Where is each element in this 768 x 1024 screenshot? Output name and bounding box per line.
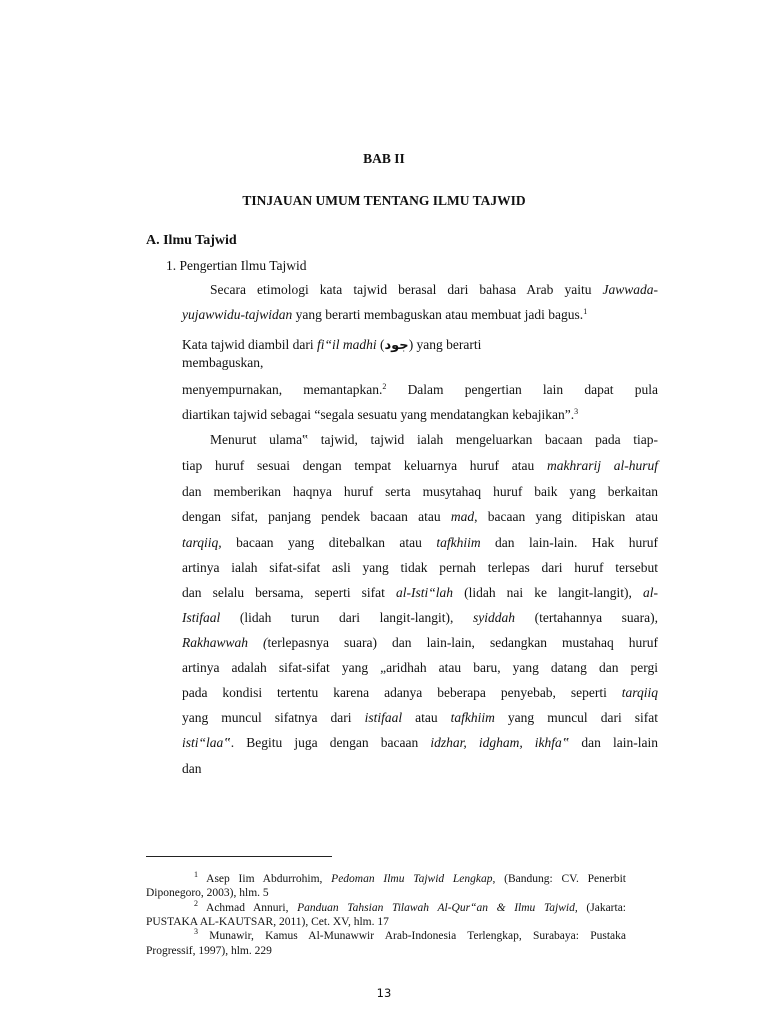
- paragraph-line: isti“laa‟. Begitu juga dengan bacaan idzhar, idgham, ikhfa‟ dan lain-lain: [182, 735, 658, 750]
- paragraph-line: Menurut ulama‟ tajwid, tajwid ialah mengeluarkan bacaan pada tiap-: [210, 432, 658, 447]
- paragraph-line: tarqiiq, bacaan yang ditebalkan atau tafkhiim dan lain-lain. Hak huruf: [182, 535, 658, 550]
- chapter-label: BAB II: [363, 151, 405, 166]
- paragraph-line: artinya ialah sifat-sifat asli yang tidak pernah terlepas dari huruf tersebut: [182, 560, 658, 575]
- paragraph-line: pada kondisi tertentu karena adanya beberapa penyebab, seperti tarqiiq: [182, 685, 658, 700]
- chapter-title: TINJAUAN UMUM TENTANG ILMU TAJWID: [242, 193, 526, 208]
- paragraph-line: yang muncul sifatnya dari istifaal atau tafkhiim yang muncul dari sifat: [182, 710, 658, 725]
- paragraph-line: dan selalu bersama, seperti sifat al-Isti“lah (lidah nai ke langit-langit), al-: [182, 585, 659, 600]
- paragraph-line: Secara etimologi kata tajwid berasal dari bahasa Arab yaitu Jawwada-: [210, 282, 658, 297]
- paragraph-line: Istifaal (lidah turun dari langit-langit), syiddah (tertahannya suara),: [182, 610, 658, 625]
- footnote-2-cont: PUSTAKA AL-KAUTSAR, 2011), Cet. XV, hlm. 17: [146, 916, 389, 928]
- footnote-3: $^3$ Munawir, Kamus Al-Munawwir Arab-Indonesia Terlengkap, Surabaya: Pustaka: [194, 927, 626, 942]
- paragraph-line: dan memberikan haqnya huruf serta musytahaq huruf baik yang berkaitan: [182, 484, 658, 499]
- footnote-separator: [146, 856, 332, 857]
- paragraph-line: tiap huruf sesuai dengan tempat keluarnya huruf atau makhrarij al-huruf: [182, 458, 658, 473]
- footnote-2: $^2$ Achmad Annuri, Panduan Tahsian Tilawah Al-Qur“an & Ilmu Tajwid, (Jakarta:: [194, 899, 626, 914]
- paragraph-line: menyempurnakan, memantapkan.$^2$ Dalam pengertian lain dapat pula: [182, 382, 658, 397]
- paragraph-line: Rakhawwah (terlepasnya suara) dan lain-lain, sedangkan mustahaq huruf: [182, 635, 658, 650]
- footnote-3-cont: Progressif, 1997), hlm. 229: [146, 945, 272, 957]
- paragraph-line: artinya adalah sifat-sifat yang „aridhah atau baru, yang datang dan pergi: [182, 660, 658, 675]
- footnote-1-cont: Diponegoro, 2003), hlm. 5: [146, 887, 269, 899]
- section-heading: A. Ilmu Tajwid: [146, 233, 237, 248]
- paragraph-line: dengan sifat, panjang pendek bacaan atau mad, bacaan yang ditipiskan atau: [182, 509, 658, 524]
- page-number: 13: [376, 986, 392, 1000]
- paragraph-line: Kata tajwid diambil dari fi“il madhi (جود) yang berarti: [182, 337, 482, 353]
- subsection-heading: 1. Pengertian Ilmu Tajwid: [166, 258, 307, 273]
- paragraph-line: diartikan tajwid sebagai “segala sesuatu yang mendatangkan kebajikan”.$^3$: [182, 407, 579, 422]
- footnote-1: $^1$ Asep Iim Abdurrohim, Pedoman Ilmu Tajwid Lengkap, (Bandung: CV. Penerbit: [194, 870, 626, 885]
- paragraph-line: dan: [182, 761, 202, 776]
- paragraph-line: yujawwidu-tajwidan yang berarti membaguskan atau membuat jadi bagus.$^1$: [182, 307, 588, 322]
- paragraph-line: membaguskan,: [182, 355, 264, 370]
- arabic-word: جود: [384, 338, 409, 353]
